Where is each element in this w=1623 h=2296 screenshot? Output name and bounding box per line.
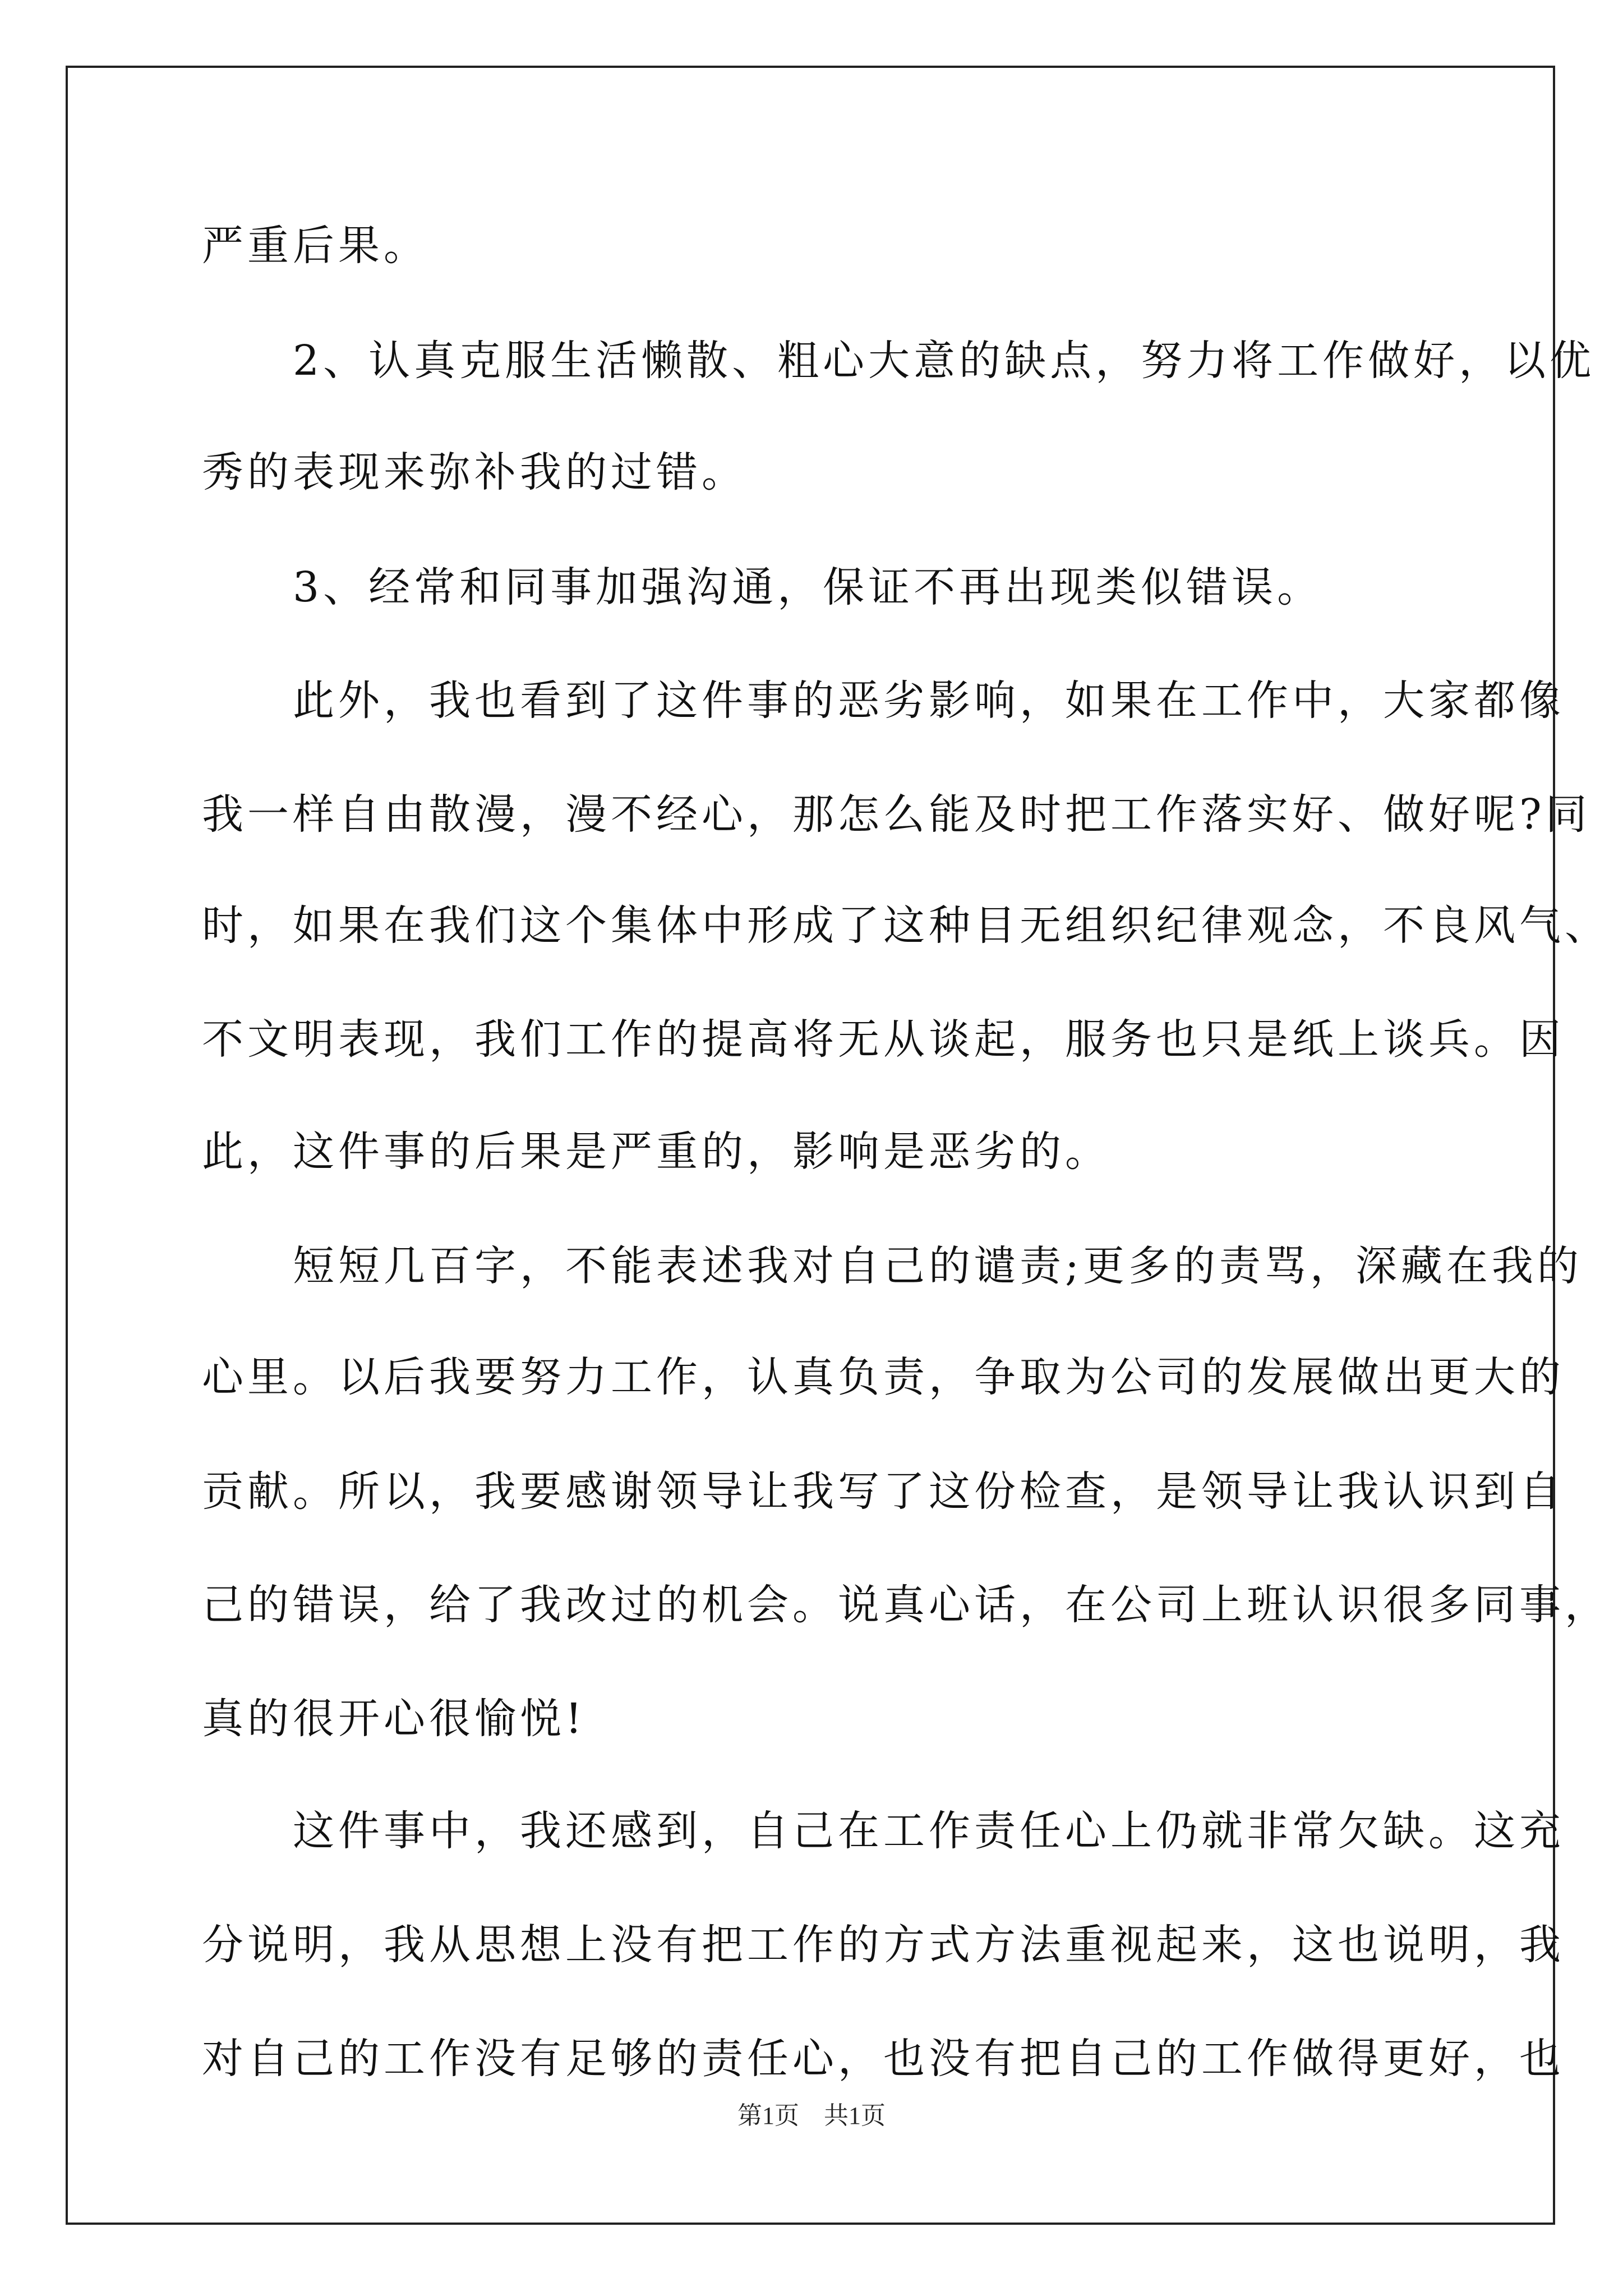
text-line: 我一样自由散漫，漫不经心，那怎么能及时把工作落实好、做好呢?同 bbox=[202, 790, 1591, 839]
text-line: 严重后果。 bbox=[202, 222, 429, 270]
text-line: 分说明，我从思想上没有把工作的方式方法重视起来，这也说明，我 bbox=[202, 1921, 1565, 1969]
text-line: 不文明表现，我们工作的提高将无从谈起，服务也只是纸上谈兵。因 bbox=[202, 1015, 1565, 1064]
text-line: 短短几百字，不能表述我对自己的谴责;更多的责骂，深藏在我的 bbox=[202, 1242, 1583, 1290]
page-number: 第1页 bbox=[737, 2102, 799, 2129]
text-line: 心里。以后我要努力工作，认真负责，争取为公司的发展做出更大的 bbox=[202, 1353, 1565, 1401]
text-line: 真的很开心很愉悦! bbox=[202, 1695, 586, 1743]
text-line: 秀的表现来弥补我的过错。 bbox=[202, 448, 747, 496]
text-line: 时，如果在我们这个集体中形成了这种目无组织纪律观念，不良风气、 bbox=[202, 901, 1610, 950]
text-line: 此，这件事的后果是严重的，影响是恶劣的。 bbox=[202, 1128, 1110, 1176]
text-line: 2、认真克服生活懒散、粗心大意的缺点，努力将工作做好，以优 bbox=[202, 337, 1596, 385]
page-footer bbox=[0, 2099, 1623, 2133]
text-line: 3、经常和同事加强沟通，保证不再出现类似错误。 bbox=[202, 563, 1323, 611]
text-line: 这件事中，我还感到，自己在工作责任心上仍就非常欠缺。这充 bbox=[202, 1807, 1565, 1855]
text-line: 贡献。所以，我要感谢领导让我写了这份检查，是领导让我认识到自 bbox=[202, 1467, 1565, 1516]
text-line: 对自己的工作没有足够的责任心，也没有把自己的工作做得更好，也 bbox=[202, 2035, 1565, 2083]
page-total: 共1页 bbox=[824, 2102, 886, 2129]
text-line: 己的错误，给了我改过的机会。说真心话，在公司上班认识很多同事， bbox=[202, 1581, 1610, 1629]
text-line: 此外，我也看到了这件事的恶劣影响，如果在工作中，大家都像 bbox=[202, 677, 1565, 725]
